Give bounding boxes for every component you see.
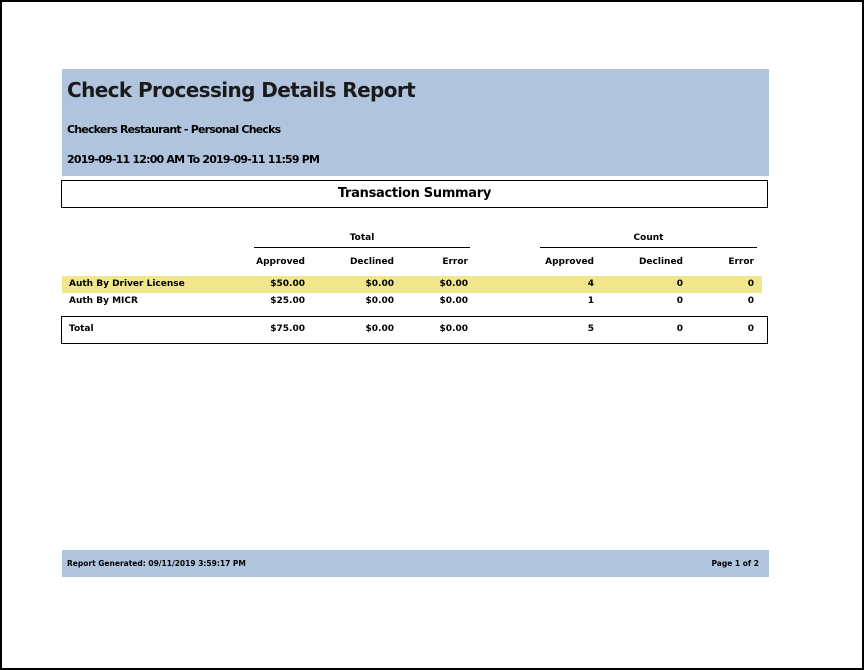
report-title: Check Processing Details Report — [67, 78, 416, 102]
total-label: Total — [69, 324, 94, 334]
report-subtitle: Checkers Restaurant - Personal Checks — [67, 123, 281, 136]
total-error-count: 0 — [747, 324, 754, 334]
cell-total-approved: $25.00 — [270, 296, 305, 306]
report-footer — [62, 550, 769, 577]
report-date-range: 2019-09-11 12:00 AM To 2019-09-11 11:59 PM — [67, 153, 320, 166]
cell-total-approved: $50.00 — [270, 279, 305, 289]
cell-count-declined: 0 — [676, 296, 683, 306]
col-header-count-error: Error — [728, 257, 754, 267]
cell-total-declined: $0.00 — [365, 296, 394, 306]
cell-count-declined: 0 — [676, 279, 683, 289]
page-indicator: Page 1 of 2 — [711, 559, 759, 568]
total-error-amount: $0.00 — [439, 324, 468, 334]
total-declined-count: 0 — [676, 324, 683, 334]
cell-count-approved: 4 — [587, 279, 594, 289]
cell-count-error: 0 — [747, 279, 754, 289]
group-header-count: Count — [633, 233, 664, 243]
col-header-total-error: Error — [442, 257, 468, 267]
group-rule-total — [254, 247, 470, 248]
col-header-count-approved: Approved — [545, 257, 594, 267]
row-label: Auth By Driver License — [69, 279, 185, 289]
total-approved-count: 5 — [587, 324, 594, 334]
col-header-total-declined: Declined — [349, 257, 394, 267]
col-header-total-approved: Approved — [256, 257, 305, 267]
section-header — [61, 180, 768, 208]
section-title: Transaction Summary — [337, 186, 492, 201]
report-generated-timestamp: Report Generated: 09/11/2019 3:59:17 PM — [67, 559, 246, 568]
cell-total-error: $0.00 — [439, 279, 468, 289]
cell-total-declined: $0.00 — [365, 279, 394, 289]
cell-count-approved: 1 — [587, 296, 594, 306]
total-declined-amount: $0.00 — [365, 324, 394, 334]
report-header — [62, 69, 769, 176]
cell-total-error: $0.00 — [439, 296, 468, 306]
group-rule-count — [540, 247, 757, 248]
col-header-count-declined: Declined — [638, 257, 683, 267]
group-header-total: Total — [349, 233, 375, 243]
row-label: Auth By MICR — [69, 296, 138, 306]
cell-count-error: 0 — [747, 296, 754, 306]
total-approved-amount: $75.00 — [270, 324, 305, 334]
